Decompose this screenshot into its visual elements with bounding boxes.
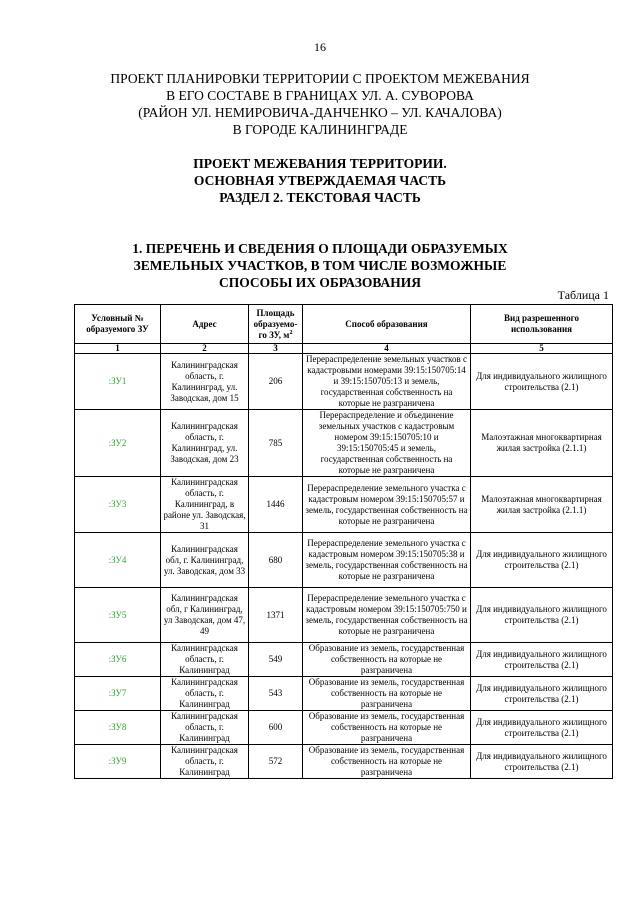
method-cell: Перераспределение земельного участка с кадастровым номером 39:15:150705:750 и земель, государственная собственность на которые не разграничена [303,588,471,643]
table-row [75,354,613,410]
table-row [75,533,613,588]
address-cell: Калининградская область, г. Калининград [161,711,249,745]
land-plots-table [74,304,613,779]
header-zu-number: Условный № образуемого ЗУ [75,305,161,344]
area-cell: 549 [249,643,303,677]
table-row [75,677,613,711]
zu-number-cell: :ЗУ5 [75,588,161,643]
area-cell: 1371 [249,588,303,643]
table-row [75,745,613,779]
area-cell: 680 [249,533,303,588]
project-title-line: (РАЙОН УЛ. НЕМИРОВИЧА-ДАНЧЕНКО – УЛ. КАЧАЛОВА) [138,105,502,120]
zu-number-cell: :ЗУ4 [75,533,161,588]
address-cell: Калининградская область, г. Калининград [161,643,249,677]
project-title-line: ПРОЕКТ ПЛАНИРОВКИ ТЕРРИТОРИИ С ПРОЕКТОМ МЕЖЕВАНИЯ [110,71,530,86]
zu-number-cell: :ЗУ1 [75,354,161,410]
address-cell: Калининградская область, г. Калининград, ул. Заводская, дом 23 [161,410,249,477]
zu-number-cell: :ЗУ9 [75,745,161,779]
header-address: Адрес [161,305,249,344]
area-cell: 1446 [249,477,303,533]
part-title-line: ПРОЕКТ МЕЖЕВАНИЯ ТЕРРИТОРИИ. [193,156,447,171]
area-cell: 600 [249,711,303,745]
address-cell: Калининградская область, г. Калининград [161,677,249,711]
area-cell: 543 [249,677,303,711]
method-cell: Перераспределение земельного участка с кадастровым номером 39:15:150705:38 и земель, государственная собственность на которые не разграничена [303,533,471,588]
table-row [75,711,613,745]
column-number: 5 [471,344,613,354]
zu-number-cell: :ЗУ6 [75,643,161,677]
use-cell: Для индивидуального жилищного строительства (2.1) [471,588,613,643]
column-numbers-row [75,344,613,354]
method-cell: Перераспределение и объединение земельных участков с кадастровым номером 39:15:150705:10 и 39:15:150705:45 и земель, государственная собственность на которые не разграничена [303,410,471,477]
column-number: 3 [249,344,303,354]
table-header-row [75,305,613,344]
section-title-line: СПОСОБЫ ИХ ОБРАЗОВАНИЯ [219,275,421,290]
zu-number-cell: :ЗУ3 [75,477,161,533]
method-cell: Перераспределение земельных участков с кадастровыми номерами 39:15:150705:14 и 39:15:150705:13 и земель, государственная собственность на которые не разграничена [303,354,471,410]
method-cell: Образование из земель, государственная собственность на которые не разграничена [303,745,471,779]
part-title-line: ОСНОВНАЯ УТВЕРЖДАЕМАЯ ЧАСТЬ [193,173,447,188]
use-cell: Для индивидуального жилищного строительства (2.1) [471,354,613,410]
method-cell: Перераспределение земельного участка с кадастровым номером 39:15:150705:57 и земель, государственная собственность на которые не разграничена [303,477,471,533]
table-row [75,477,613,533]
address-cell: Калининградская область, г. Калининград [161,745,249,779]
area-unit-superscript: 2 [289,329,293,336]
column-number: 1 [75,344,161,354]
column-number: 2 [161,344,249,354]
table-row [75,643,613,677]
use-cell: Для индивидуального жилищного строительства (2.1) [471,677,613,711]
part-title [60,155,580,206]
use-cell: Малоэтажная многоквартирная жилая застройка (2.1.1) [471,410,613,477]
address-cell: Калининградская область, г. Калининград, в районе ул. Заводская, 31 [161,477,249,533]
use-cell: Для индивидуального жилищного строительства (2.1) [471,643,613,677]
project-title [60,70,580,138]
area-cell: 785 [249,410,303,477]
page-number: 16 [314,40,326,54]
section-title-line: 1. ПЕРЕЧЕНЬ И СВЕДЕНИЯ О ПЛОЩАДИ ОБРАЗУЕМЫХ [132,241,508,256]
table-row [75,410,613,477]
header-method: Способ образования [303,305,471,344]
area-cell: 206 [249,354,303,410]
project-title-line: В ЕГО СОСТАВЕ В ГРАНИЦАХ УЛ. А. СУВОРОВА [166,88,474,103]
zu-number-cell: :ЗУ2 [75,410,161,477]
section-title-line: ЗЕМЕЛЬНЫХ УЧАСТКОВ, В ТОМ ЧИСЛЕ ВОЗМОЖНЫЕ [133,258,507,273]
header-area [249,305,303,344]
part-title-line: РАЗДЕЛ 2. ТЕКСТОВАЯ ЧАСТЬ [219,190,421,205]
column-number: 4 [303,344,471,354]
zu-number-cell: :ЗУ7 [75,677,161,711]
use-cell: Для индивидуального жилищного строительства (2.1) [471,711,613,745]
address-cell: Калининградская область, г. Калининград, ул. Заводская, дом 15 [161,354,249,410]
use-cell: Малоэтажная многоквартирная жилая застройка (2.1.1) [471,477,613,533]
header-area-text: Площадь образуемо-го ЗУ, м [253,307,298,340]
table-caption: Таблица 1 [557,288,609,302]
section-title [60,240,580,291]
table-row [75,588,613,643]
method-cell: Образование из земель, государственная собственность на которые не разграничена [303,643,471,677]
use-cell: Для индивидуального жилищного строительства (2.1) [471,533,613,588]
area-cell: 572 [249,745,303,779]
method-cell: Образование из земель, государственная собственность на которые не разграничена [303,711,471,745]
use-cell: Для индивидуального жилищного строительства (2.1) [471,745,613,779]
address-cell: Калининградская обл, г. Калининград, ул. Заводская, дом 33 [161,533,249,588]
header-permitted-use: Вид разрешенного использования [471,305,613,344]
method-cell: Образование из земель, государственная собственность на которые не разграничена [303,677,471,711]
project-title-line: В ГОРОДЕ КАЛИНИНГРАДЕ [232,122,408,137]
zu-number-cell: :ЗУ8 [75,711,161,745]
address-cell: Калининградская обл, г Калининград, ул Заводская, дом 47, 49 [161,588,249,643]
